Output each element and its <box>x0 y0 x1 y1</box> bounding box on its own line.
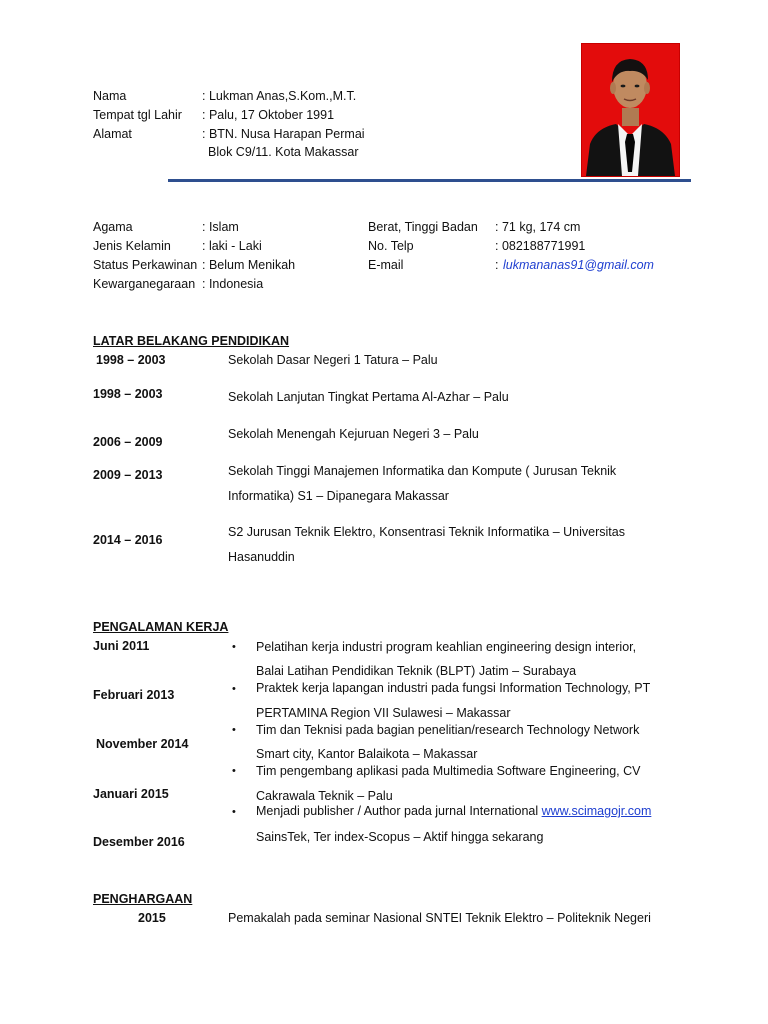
experience-item-cont: SainsTek, Ter index-Scopus – Aktif hingga sekarang <box>256 830 544 844</box>
address-label: Alamat <box>93 127 132 141</box>
experience-item <box>256 804 651 818</box>
experience-date: Januari 2015 <box>93 787 169 801</box>
email-link[interactable]: lukmananas91@gmail.com <box>503 258 654 272</box>
person-portrait-icon <box>582 44 679 176</box>
education-school: Sekolah Dasar Negeri 1 Tatura – Palu <box>228 353 438 367</box>
education-school-cont: Hasanuddin <box>228 550 295 564</box>
experience-item-cont: Smart city, Kantor Balaikota – Makassar <box>256 747 478 761</box>
birth-label: Tempat tgl Lahir <box>93 108 182 122</box>
nationality-value: : Indonesia <box>202 277 264 291</box>
address-line2: Blok C9/11. Kota Makassar <box>208 145 359 159</box>
email-colon: : <box>495 258 499 272</box>
name-value: : Lukman Anas,S.Kom.,M.T. <box>202 89 357 103</box>
experience-date: Februari 2013 <box>93 688 175 702</box>
bullet-icon: • <box>232 683 236 695</box>
experience-item-cont: PERTAMINA Region VII Sulawesi – Makassar <box>256 706 511 720</box>
awards-heading: PENGHARGAAN <box>93 892 193 906</box>
award-text: Pemakalah pada seminar Nasional SNTEI Teknik Elektro – Politeknik Negeri <box>228 911 651 925</box>
experience-heading: PENGALAMAN KERJA <box>93 620 229 634</box>
education-school: Sekolah Menengah Kejuruan Negeri 3 – Palu <box>228 427 479 441</box>
bullet-icon: • <box>232 641 236 653</box>
experience-item: Praktek kerja lapangan industri pada fungsi Information Technology, PT <box>256 681 651 695</box>
education-years: 2014 – 2016 <box>93 533 163 547</box>
education-years: 1998 – 2003 <box>93 387 163 401</box>
experience-date: Juni 2011 <box>93 639 150 653</box>
scimago-link[interactable]: www.scimagojr.com <box>541 804 652 818</box>
body-label: Berat, Tinggi Badan <box>368 220 478 234</box>
education-heading: LATAR BELAKANG PENDIDIKAN <box>93 334 290 348</box>
education-school: Sekolah Tinggi Manajemen Informatika dan Kompute ( Jurusan Teknik <box>228 464 617 478</box>
phone-value: : 082188771991 <box>495 239 586 253</box>
education-school: Sekolah Lanjutan Tingkat Pertama Al-Azhar – Palu <box>228 390 509 404</box>
experience-item: Tim pengembang aplikasi pada Multimedia Software Engineering, CV <box>256 764 641 778</box>
experience-date: November 2014 <box>96 737 189 751</box>
gender-label: Jenis Kelamin <box>93 239 171 253</box>
nationality-label: Kewarganegaraan <box>93 277 196 291</box>
bullet-icon: • <box>232 806 236 818</box>
bullet-icon: • <box>232 724 236 736</box>
education-years: 2009 – 2013 <box>93 468 163 482</box>
header-divider <box>168 179 691 182</box>
experience-item: Tim dan Teknisi pada bagian penelitian/research Technology Network <box>256 723 640 737</box>
address-value: : BTN. Nusa Harapan Permai <box>202 127 365 141</box>
education-years: 2006 – 2009 <box>93 435 163 449</box>
experience-item-cont: Balai Latihan Pendidikan Teknik (BLPT) Jatim – Surabaya <box>256 664 577 678</box>
experience-item: Pelatihan kerja industri program keahlian engineering design interior, <box>256 640 637 654</box>
email-label: E-mail <box>368 258 404 272</box>
body-value: : 71 kg, 174 cm <box>495 220 581 234</box>
experience-item-text: Menjadi publisher / Author pada jurnal International <box>256 804 542 818</box>
profile-photo <box>581 43 680 177</box>
education-school-cont: Informatika) S1 – Dipanegara Makassar <box>228 489 449 503</box>
education-years: 1998 – 2003 <box>96 353 166 367</box>
award-year: 2015 <box>138 911 166 925</box>
religion-label: Agama <box>93 220 133 234</box>
marital-value: : Belum Menikah <box>202 258 296 272</box>
gender-value: : laki - Laki <box>202 239 262 253</box>
experience-item-cont: Cakrawala Teknik – Palu <box>256 789 393 803</box>
experience-date: Desember 2016 <box>93 835 185 849</box>
marital-label: Status Perkawinan <box>93 258 198 272</box>
name-label: Nama <box>93 89 127 103</box>
bullet-icon: • <box>232 765 236 777</box>
religion-value: : Islam <box>202 220 239 234</box>
phone-label: No. Telp <box>368 239 414 253</box>
education-school: S2 Jurusan Teknik Elektro, Konsentrasi Teknik Informatika – Universitas <box>228 525 625 539</box>
birth-value: : Palu, 17 Oktober 1991 <box>202 108 335 122</box>
